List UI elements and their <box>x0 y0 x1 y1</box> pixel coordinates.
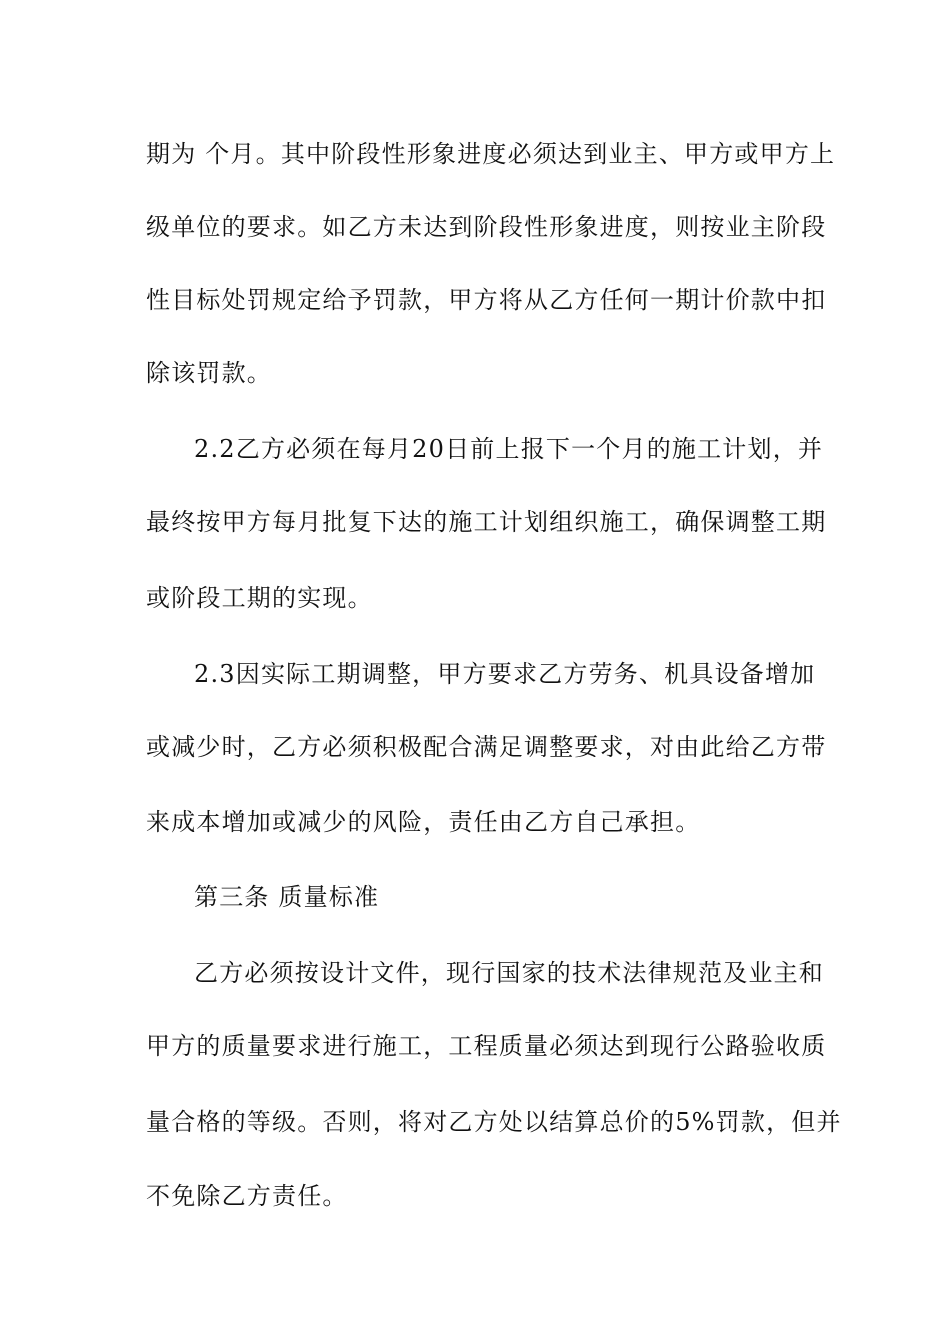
paragraph-line: 或阶段工期的实现。 <box>146 584 373 612</box>
paragraph-line: 不免除乙方责任。 <box>146 1182 348 1210</box>
clause-2-3-line: 2.3因实际工期调整，甲方要求乙方劳务、机具设备增加 <box>194 660 816 688</box>
clause-2-2-line: 2.2乙方必须在每月20日前上报下一个月的施工计划，并 <box>194 435 824 463</box>
paragraph-line: 最终按甲方每月批复下达的施工计划组织施工，确保调整工期 <box>146 508 827 536</box>
paragraph-line: 来成本增加或减少的风险，责任由乙方自己承担。 <box>146 808 701 836</box>
article-heading: 第三条 质量标准 <box>194 883 380 911</box>
paragraph-line: 乙方必须按设计文件，现行国家的技术法律规范及业主和 <box>194 959 824 987</box>
paragraph-line: 除该罚款。 <box>146 359 272 387</box>
paragraph-line: 甲方的质量要求进行施工，工程质量必须达到现行公路验收质 <box>146 1032 827 1060</box>
paragraph-line: 或减少时，乙方必须积极配合满足调整要求，对由此给乙方带 <box>146 733 827 761</box>
paragraph-line: 期为 个月。其中阶段性形象进度必须达到业主、甲方或甲方上 <box>146 140 836 168</box>
paragraph-line: 性目标处罚规定给予罚款，甲方将从乙方任何一期计价款中扣 <box>146 286 827 314</box>
paragraph-line: 级单位的要求。如乙方未达到阶段性形象进度，则按业主阶段 <box>146 213 827 241</box>
paragraph-line: 量合格的等级。否则，将对乙方处以结算总价的5%罚款，但并 <box>146 1108 842 1136</box>
